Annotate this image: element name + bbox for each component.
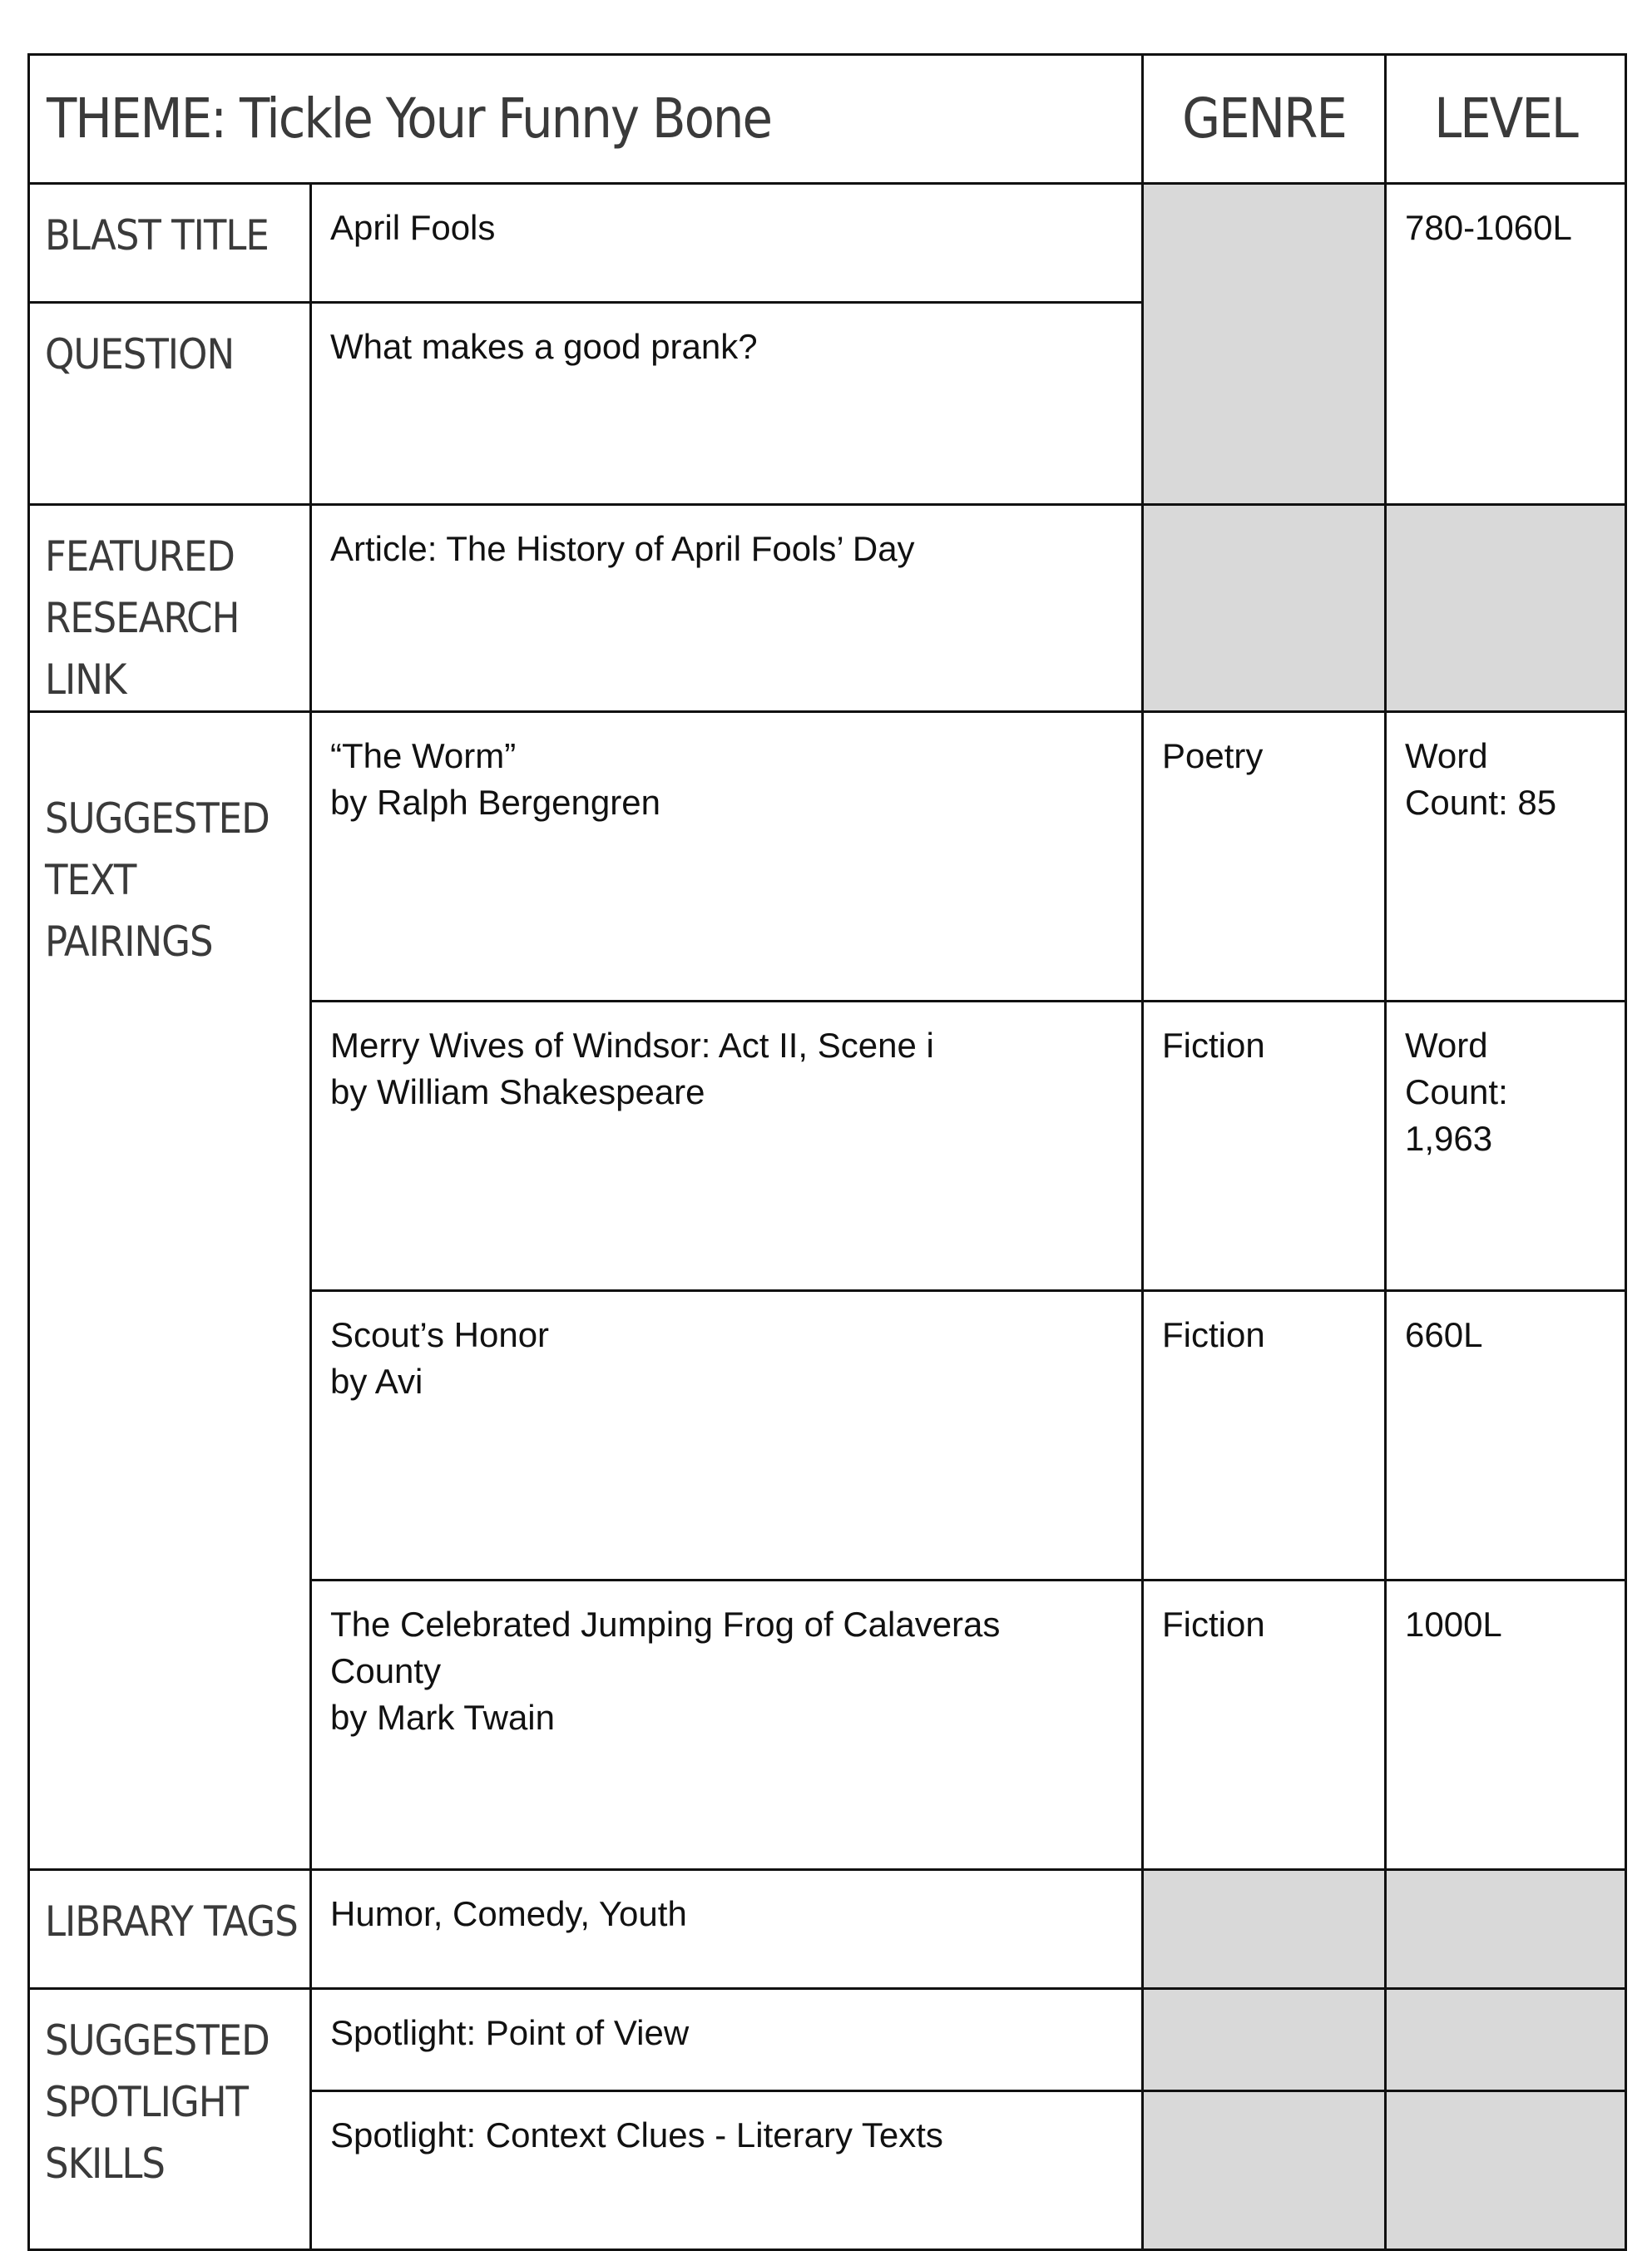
- blast-title-value: April Fools: [311, 184, 1143, 303]
- genre-heading: GENRE: [1143, 55, 1386, 184]
- spotlight-genre-shaded-cell: [1143, 2091, 1386, 2250]
- library-tags-value: Humor, Comedy, Youth: [311, 1870, 1143, 1989]
- featured-research-label: FEATURED RESEARCH LINK: [29, 505, 311, 712]
- blast-genre-shaded-cell: [1143, 184, 1386, 505]
- spotlight-skills-label: SUGGESTED SPOTLIGHT SKILLS: [29, 1989, 311, 2250]
- spotlight-genre-shaded-cell: [1143, 1989, 1386, 2091]
- spotlight-level-shaded-cell: [1386, 1989, 1626, 2091]
- text-pairing-genre: Fiction: [1143, 1002, 1386, 1291]
- blast-title-row: [29, 184, 1626, 303]
- spotlight-skill-item[interactable]: Spotlight: Point of View: [311, 1989, 1143, 2091]
- text-pairing-genre: Poetry: [1143, 712, 1386, 1002]
- lesson-plan-table: [27, 53, 1627, 2251]
- text-pairing-title: Merry Wives of Windsor: Act II, Scene i by William Shakespeare: [311, 1002, 1143, 1291]
- text-pairing-title: The Celebrated Jumping Frog of Calaveras County by Mark Twain: [311, 1581, 1143, 1870]
- featured-genre-shaded-cell: [1143, 505, 1386, 712]
- question-value: What makes a good prank?: [311, 303, 1143, 505]
- text-pairing-level: Word Count: 1,963: [1386, 1002, 1626, 1291]
- blast-level-value: 780-1060L: [1386, 184, 1626, 505]
- spotlight-level-shaded-cell: [1386, 2091, 1626, 2250]
- theme-heading: THEME: Tickle Your Funny Bone: [29, 55, 1143, 184]
- spotlight-skill-item[interactable]: Spotlight: Context Clues - Literary Texts: [311, 2091, 1143, 2250]
- text-pairing-row: [29, 712, 1626, 1002]
- text-pairing-level: 1000L: [1386, 1581, 1626, 1870]
- text-pairings-label: SUGGESTED TEXT PAIRINGS: [29, 712, 311, 1870]
- featured-research-row: [29, 505, 1626, 712]
- text-pairing-genre: Fiction: [1143, 1581, 1386, 1870]
- question-label: QUESTION: [29, 303, 311, 505]
- text-pairing-genre: Fiction: [1143, 1291, 1386, 1581]
- text-pairing-level: Word Count: 85: [1386, 712, 1626, 1002]
- tags-level-shaded-cell: [1386, 1870, 1626, 1989]
- text-pairing-title: Scout’s Honor by Avi: [311, 1291, 1143, 1581]
- featured-research-link[interactable]: Article: The History of April Fools’ Day: [311, 505, 1143, 712]
- level-heading: LEVEL: [1386, 55, 1626, 184]
- tags-genre-shaded-cell: [1143, 1870, 1386, 1989]
- header-row: [29, 55, 1626, 184]
- library-tags-row: [29, 1870, 1626, 1989]
- spotlight-row: [29, 1989, 1626, 2091]
- library-tags-label: LIBRARY TAGS: [29, 1870, 311, 1989]
- text-pairing-level: 660L: [1386, 1291, 1626, 1581]
- blast-title-label: BLAST TITLE: [29, 184, 311, 303]
- text-pairing-title: “The Worm” by Ralph Bergengren: [311, 712, 1143, 1002]
- featured-level-shaded-cell: [1386, 505, 1626, 712]
